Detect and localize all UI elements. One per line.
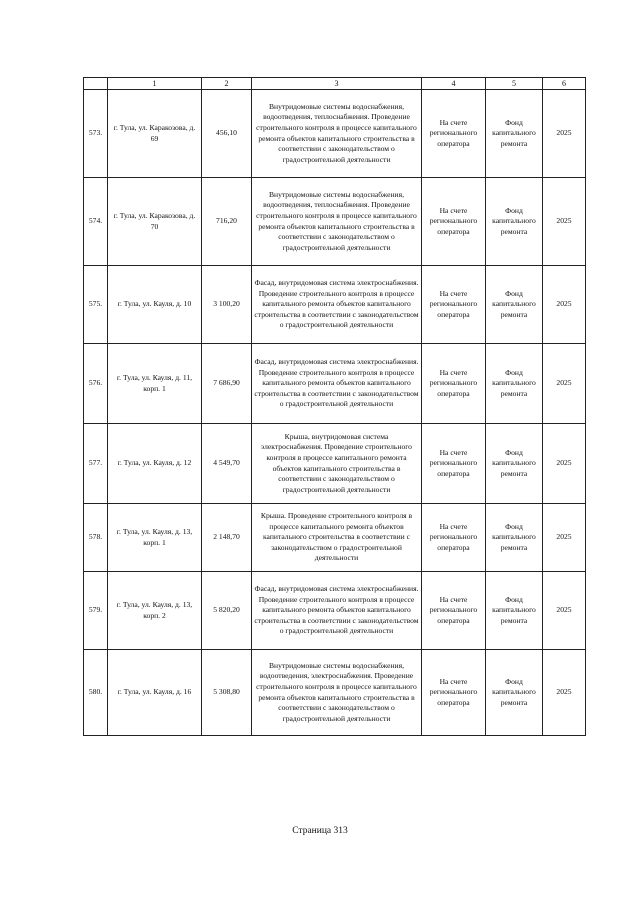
row-number: 576.	[84, 344, 108, 424]
funding-method-cell: На счете регионального оператора	[422, 504, 486, 572]
funding-method-cell: На счете регионального оператора	[422, 178, 486, 266]
address-cell: г. Тула, ул. Кауля, д. 10	[108, 266, 202, 344]
row-number: 578.	[84, 504, 108, 572]
area-cell: 2 148,70	[202, 504, 252, 572]
table-row	[84, 266, 586, 344]
area-cell: 716,20	[202, 178, 252, 266]
funding-source-cell: Фонд капитального ремонта	[486, 572, 543, 650]
row-number: 577.	[84, 424, 108, 504]
works-cell: Внутридомовые системы водоснабжения, водоотведения, электроснабжения. Проведение строительного контроля в процессе капитального ремонта объектов капитального строительства в соответствии с законодательством о градостроительной деятельности	[252, 650, 422, 736]
works-cell: Крыша, внутридомовая система электроснабжения. Проведение строительного контроля в процессе капитального ремонта объектов капитального строительства в соответствии с законодательством о градостроительной деятельности	[252, 424, 422, 504]
area-cell: 7 686,90	[202, 344, 252, 424]
year-cell: 2025	[543, 504, 586, 572]
funding-method-cell: На счете регионального оператора	[422, 344, 486, 424]
area-cell: 5 820,20	[202, 572, 252, 650]
works-cell: Фасад, внутридомовая система электроснабжения. Проведение строительного контроля в процессе капитального ремонта объектов капитального строительства в соответствии с законодательством о градостроительной деятельности	[252, 344, 422, 424]
funding-method-cell: На счете регионального оператора	[422, 572, 486, 650]
year-cell: 2025	[543, 266, 586, 344]
area-cell: 456,10	[202, 90, 252, 178]
funding-source-cell: Фонд капитального ремонта	[486, 266, 543, 344]
table-row	[84, 650, 586, 736]
table-row	[84, 178, 586, 266]
table-row	[84, 504, 586, 572]
header-cell: 5	[486, 78, 543, 90]
address-cell: г. Тула, ул. Кауля, д. 13, корп. 2	[108, 572, 202, 650]
table-row	[84, 572, 586, 650]
header-cell	[84, 78, 108, 90]
address-cell: г. Тула, ул. Кауля, д. 11, корп. 1	[108, 344, 202, 424]
year-cell: 2025	[543, 572, 586, 650]
year-cell: 2025	[543, 424, 586, 504]
funding-method-cell: На счете регионального оператора	[422, 650, 486, 736]
page-number: Страница 313	[292, 826, 348, 836]
header-cell: 1	[108, 78, 202, 90]
area-cell: 3 100,20	[202, 266, 252, 344]
funding-method-cell: На счете регионального оператора	[422, 266, 486, 344]
header-cell: 4	[422, 78, 486, 90]
funding-source-cell: Фонд капитального ремонта	[486, 90, 543, 178]
funding-source-cell: Фонд капитального ремонта	[486, 178, 543, 266]
address-cell: г. Тула, ул. Каракозова, д. 69	[108, 90, 202, 178]
row-number: 573.	[84, 90, 108, 178]
works-cell: Внутридомовые системы водоснабжения, водоотведения, теплоснабжения. Проведение строительного контроля в процессе капитального ремонта объектов капитального строительства в соответствии с законодательством о градостроительной деятельности	[252, 90, 422, 178]
year-cell: 2025	[543, 90, 586, 178]
header-cell: 6	[543, 78, 586, 90]
table-row	[84, 424, 586, 504]
funding-method-cell: На счете регионального оператора	[422, 90, 486, 178]
header-cell: 2	[202, 78, 252, 90]
works-cell: Крыша. Проведение строительного контроля в процессе капитального ремонта объектов капитального строительства в соответствии с законодательством о градостроительной деятельности	[252, 504, 422, 572]
header-cell: 3	[252, 78, 422, 90]
table-row	[84, 90, 586, 178]
funding-source-cell: Фонд капитального ремонта	[486, 504, 543, 572]
funding-source-cell: Фонд капитального ремонта	[486, 650, 543, 736]
year-cell: 2025	[543, 178, 586, 266]
row-number: 574.	[84, 178, 108, 266]
row-number: 579.	[84, 572, 108, 650]
address-cell: г. Тула, ул. Кауля, д. 12	[108, 424, 202, 504]
area-cell: 5 308,80	[202, 650, 252, 736]
column-number-header	[84, 78, 586, 90]
address-cell: г. Тула, ул. Каракозова, д. 70	[108, 178, 202, 266]
address-cell: г. Тула, ул. Кауля, д. 16	[108, 650, 202, 736]
works-cell: Фасад, внутридомовая система электроснабжения. Проведение строительного контроля в процессе капитального ремонта объектов капитального строительства в соответствии с законодательством о градостроительной деятельности	[252, 572, 422, 650]
funding-method-cell: На счете регионального оператора	[422, 424, 486, 504]
funding-source-cell: Фонд капитального ремонта	[486, 344, 543, 424]
area-cell: 4 549,70	[202, 424, 252, 504]
works-cell: Внутридомовые системы водоснабжения, водоотведения, теплоснабжения. Проведение строительного контроля в процессе капитального ремонта объектов капитального строительства в соответствии с законодательством о градостроительной деятельности	[252, 178, 422, 266]
works-cell: Фасад, внутридомовая система электроснабжения. Проведение строительного контроля в процессе капитального ремонта объектов капитального строительства в соответствии с законодательством о градостроительной деятельности	[252, 266, 422, 344]
row-number: 580.	[84, 650, 108, 736]
repair-program-table	[83, 77, 586, 736]
row-number: 575.	[84, 266, 108, 344]
year-cell: 2025	[543, 650, 586, 736]
address-cell: г. Тула, ул. Кауля, д. 13, корп. 1	[108, 504, 202, 572]
table-row	[84, 344, 586, 424]
year-cell: 2025	[543, 344, 586, 424]
funding-source-cell: Фонд капитального ремонта	[486, 424, 543, 504]
